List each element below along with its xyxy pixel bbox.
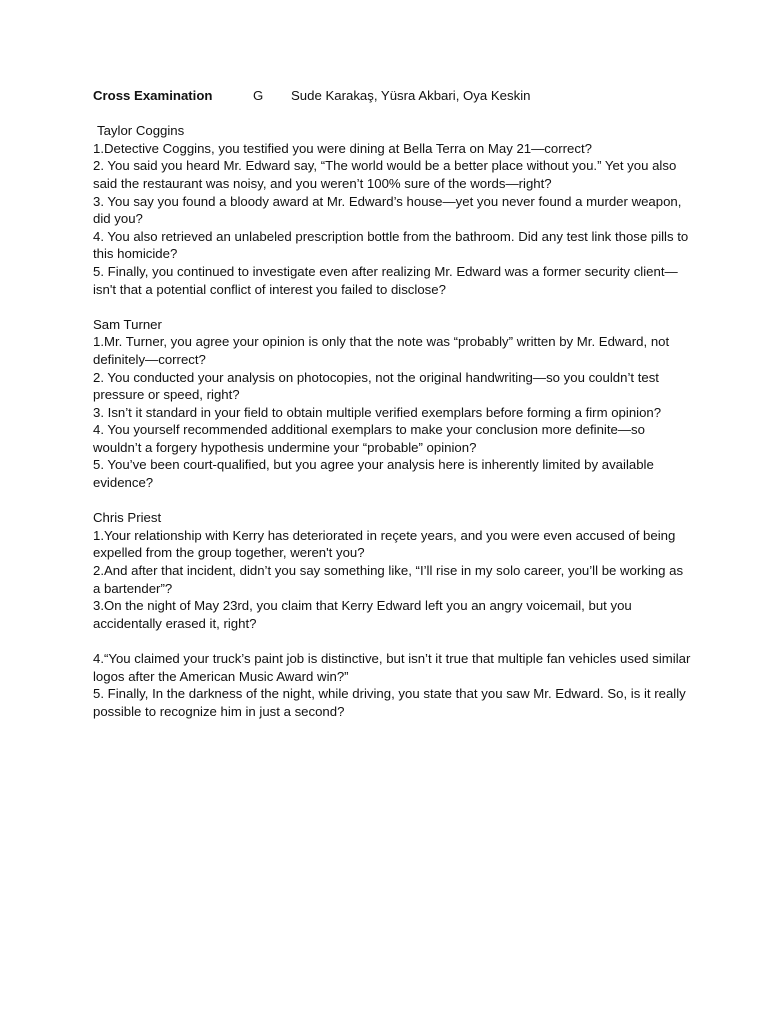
question-item: 5. Finally, In the darkness of the night, while driving, you state that you saw Mr. Edward. So, is it really possible to recognize him in just a second? <box>93 686 686 719</box>
question-item: 2. You said you heard Mr. Edward say, “The world would be a better place without you.” Yet you also said the restaurant was noisy, and you weren’t 100% sure of the words—right? <box>93 158 677 191</box>
document-title: Cross Examination <box>93 88 213 103</box>
section-chris-priest <box>93 509 693 720</box>
document-header <box>93 87 693 105</box>
question-item: 4. You yourself recommended additional exemplars to make your conclusion more definite—so wouldn’t a forgery hypothesis undermine your “probable” opinion? <box>93 422 645 455</box>
document-page <box>93 87 693 720</box>
question-item: 3. You say you found a bloody award at Mr. Edward’s house—yet you never found a murder weapon, did you? <box>93 193 682 227</box>
group-label: G <box>253 88 264 103</box>
question-item: 5. Finally, you continued to investigate even after realizing Mr. Edward was a former security client—isn't that a potential conflict of interest you failed to disclose? <box>93 263 678 297</box>
question-item: 2.And after that incident, didn’t you say something like, “I’ll rise in my solo career, you’ll be working as a bartender”? <box>93 563 684 596</box>
section-sam-turner <box>93 316 693 492</box>
question-item: 4.“You claimed your truck’s paint job is distinctive, but isn’t it true that multiple fan vehicles used similar logos after the American Music Award win?” <box>93 651 691 684</box>
witness-name: Chris Priest <box>93 510 162 526</box>
question-item: 1.Your relationship with Kerry has deteriorated in reçete years, and you were even accused of being expelled from the group together, weren't you? <box>93 527 676 561</box>
section-taylor-coggins <box>93 122 693 298</box>
question-item: 3. Isn’t it standard in your field to obtain multiple verified exemplars before forming a firm opinion? <box>93 404 662 420</box>
witness-name: Sam Turner <box>93 316 162 332</box>
question-item: 4. You also retrieved an unlabeled prescription bottle from the bathroom. Did any test link those pills to this homicide? <box>93 228 689 262</box>
question-item: 1.Mr. Turner, you agree your opinion is only that the note was “probably” written by Mr. Edward, not definitely—correct? <box>93 334 670 367</box>
witness-name: Taylor Coggins <box>97 123 185 139</box>
question-item: 1.Detective Coggins, you testified you were dining at Bella Terra on May 21—correct? <box>93 140 592 156</box>
authors-line: Sude Karakaş, Yüsra Akbari, Oya Keskin <box>291 88 531 103</box>
question-item: 3.On the night of May 23rd, you claim that Kerry Edward left you an angry voicemail, but you accidentally erased it, right? <box>93 598 632 631</box>
question-item: 5. You’ve been court-qualified, but you agree your analysis here is inherently limited by available evidence? <box>93 457 654 491</box>
question-item: 2. You conducted your analysis on photocopies, not the original handwriting—so you couldn’t test pressure or speed, right? <box>93 369 659 403</box>
